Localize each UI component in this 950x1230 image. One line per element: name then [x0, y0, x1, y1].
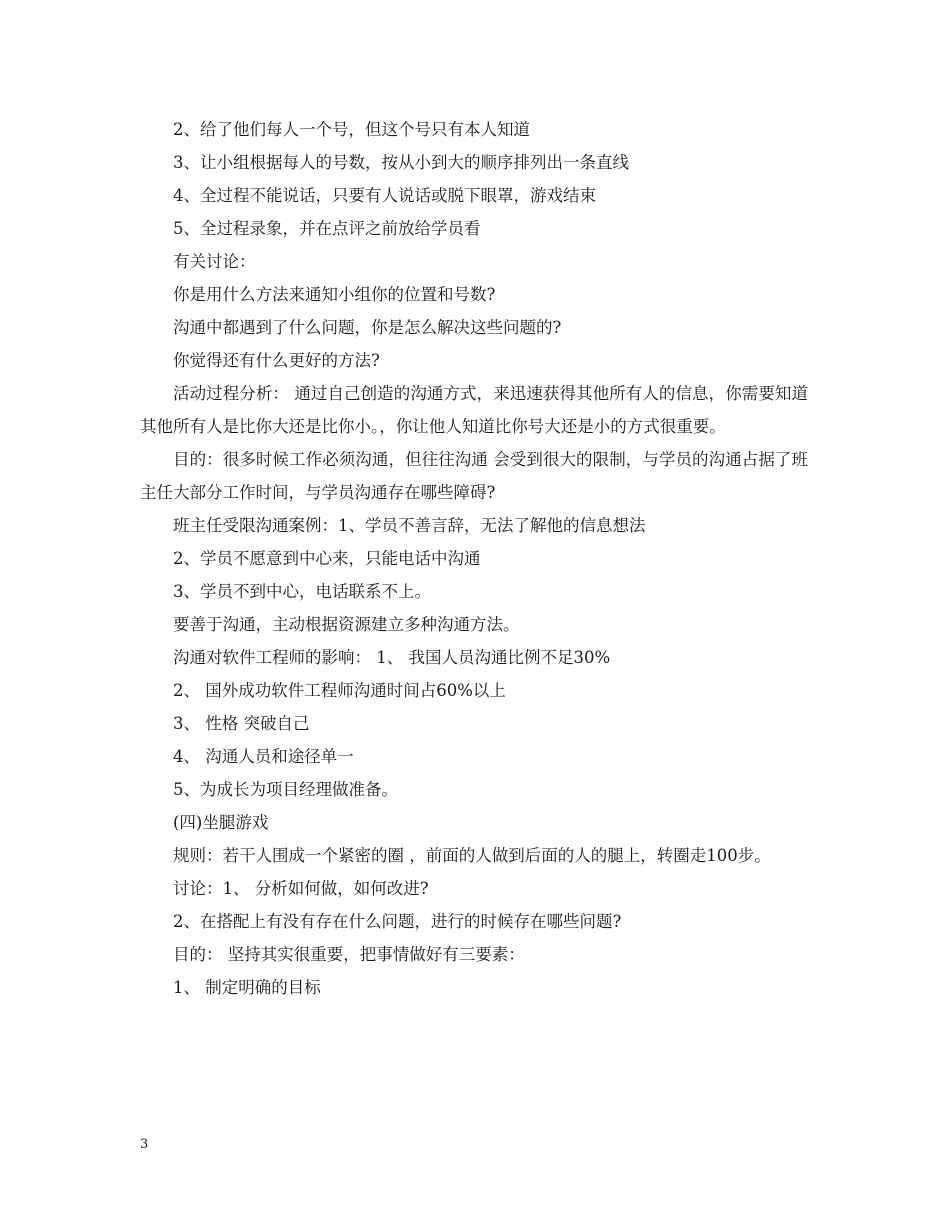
page-number: 3	[140, 1137, 149, 1152]
document-body	[140, 113, 808, 1004]
paragraph-14: 沟通对软件工程师的影响： 1、 我国人员沟通比例不足30%	[173, 648, 611, 667]
paragraph-21: 讨论：1、 分析如何做，如何改进?	[173, 879, 429, 898]
paragraph-11: 2、学员不愿意到中心来，只能电话中沟通	[173, 549, 481, 568]
paragraph-23: 目的： 坚持其实很重要，把事情做好有三要素：	[173, 945, 525, 964]
paragraph-12: 3、学员不到中心，电话联系不上。	[173, 582, 431, 601]
section-heading: (四)坐腿游戏	[173, 813, 269, 832]
paragraph-4: 有关讨论：	[173, 252, 256, 271]
paragraph-5: 你是用什么方法来通知小组你的位置和号数?	[173, 285, 496, 304]
paragraph-22: 2、在搭配上有没有存在什么问题，进行的时候存在哪些问题?	[173, 912, 622, 931]
paragraph-8: 活动过程分析： 通过自己创造的沟通方式，来迅速获得其他所有人的信息，你需要知道其他所有人是比你大还是比你小。，你让他人知道比你号大还是小的方式很重要。	[140, 384, 808, 436]
paragraph-18: 5、为成长为项目经理做准备。	[173, 780, 398, 799]
paragraph-20: 规则：若干人围成一个紧密的圈 ，前面的人做到后面的人的腿上，转圈走100步。	[173, 846, 771, 865]
paragraph-17: 4、 沟通人员和途径单一	[173, 747, 354, 766]
paragraph-13: 要善于沟通，主动根据资源建立多种沟通方法。	[173, 615, 520, 634]
paragraph-16: 3、 性格 突破自己	[173, 714, 310, 733]
paragraph-6: 沟通中都遇到了什么问题，你是怎么解决这些问题的?	[173, 318, 562, 337]
paragraph-7: 你觉得还有什么更好的方法?	[173, 351, 380, 370]
paragraph-2: 4、全过程不能说话，只要有人说话或脱下眼罩，游戏结束	[173, 186, 596, 205]
paragraph-0: 2、给了他们每人一个号，但这个号只有本人知道	[173, 120, 530, 139]
paragraph-9: 目的：很多时候工作必须沟通，但往往沟通 会受到很大的限制，与学员的沟通占据了班主任大部分工作时间，与学员沟通存在哪些障碍?	[140, 450, 808, 502]
paragraph-24: 1、 制定明确的目标	[173, 978, 321, 997]
paragraph-1: 3、让小组根据每人的号数，按从小到大的顺序排列出一条直线	[173, 153, 629, 172]
paragraph-3: 5、全过程录象，并在点评之前放给学员看	[173, 219, 481, 238]
paragraph-15: 2、 国外成功软件工程师沟通时间占60%以上	[173, 681, 506, 700]
paragraph-10: 班主任受限沟通案例：1、学员不善言辞，无法了解他的信息想法	[173, 516, 646, 535]
